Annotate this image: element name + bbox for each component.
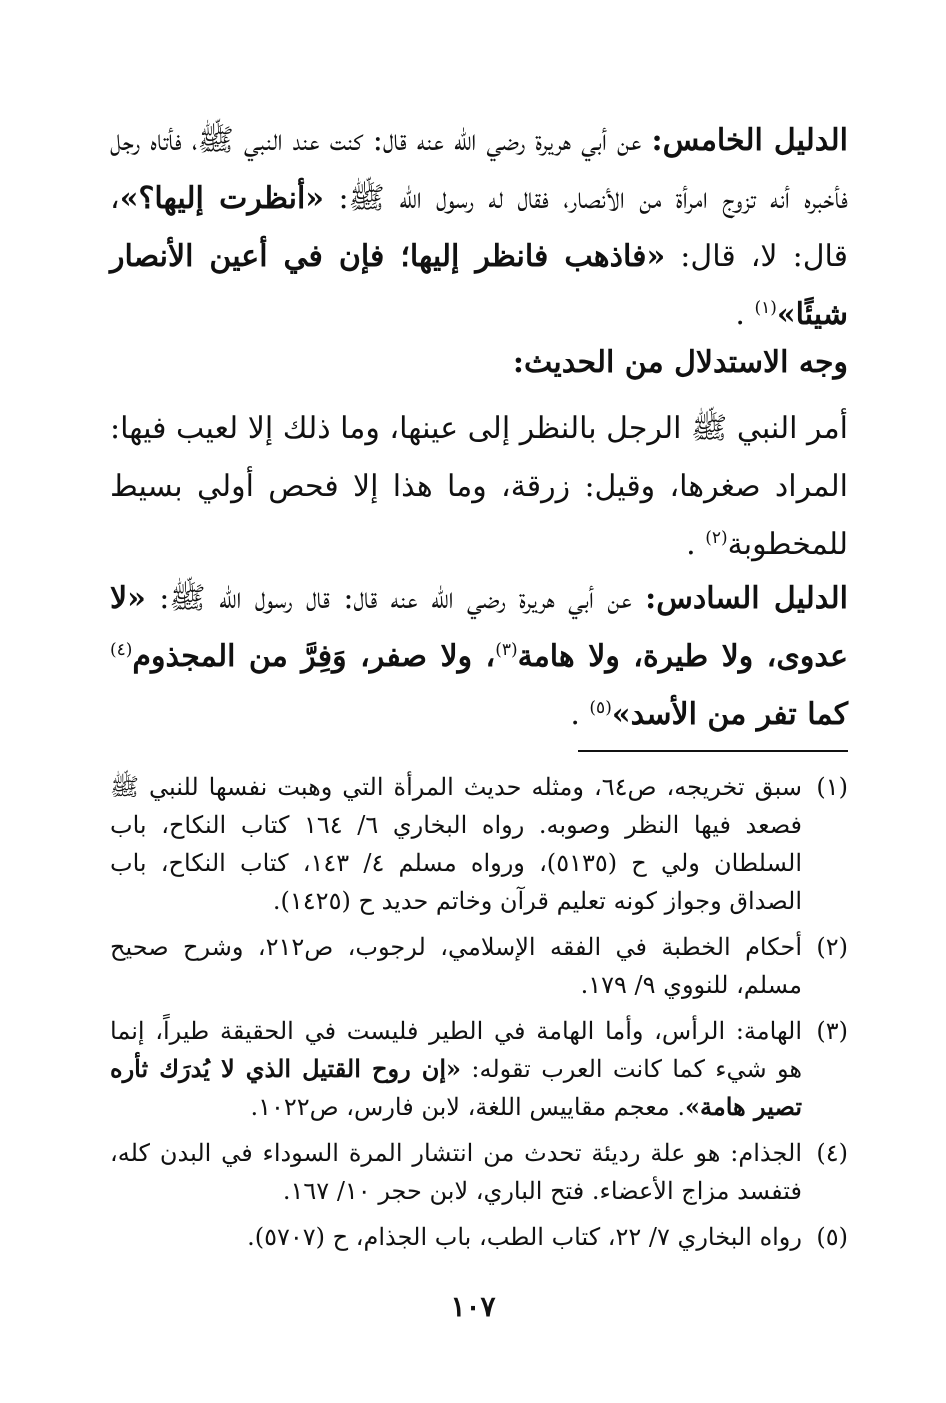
footnote-number: (٥) — [816, 1223, 848, 1251]
footnote-number: (٢) — [816, 933, 848, 961]
footnote-3 — [110, 1012, 848, 1126]
footnote-text — [110, 1012, 802, 1126]
evidence-five-text: عن أبي هريرة رضي الله عنه قال: كنت عند النبي ﷺ، فأتاه رجل فأخبره أنه تزوج امرأة من الأنصار، فقال له رسول الله ﷺ: — [110, 123, 849, 216]
footnote-text: رواه البخاري ٧/ ٢٢، كتاب الطب، باب الجذام، ح (٥٧٠٧). — [247, 1223, 802, 1251]
footnote-text: الجذام: هو علة رديئة تحدث من انتشار المرة السوداء في البدن كله، فتفسد مزاج الأعضاء. فتح الباري، لابن حجر ١٠/ ١٦٧. — [110, 1139, 802, 1205]
footnote-number: (٤) — [816, 1139, 848, 1167]
footnote-divider — [578, 750, 848, 752]
inference-text: أمر النبي ﷺ الرجل بالنظر إلى عينها، وما ذلك إلا لعيب فيها: المراد صغرها، وقيل: زرقة، وما هذا إلا فحص أولي بسيط للمخطوبة — [110, 411, 848, 562]
footnotes — [110, 768, 848, 1264]
footnote-number: (١) — [816, 773, 848, 801]
footnote-ref-5: (٥) — [589, 698, 612, 718]
footnote-text: أحكام الخطبة في الفقه الإسلامي، لرجوب، ص٢١٢، وشرح صحيح مسلم، للنووي ٩/ ١٧٩. — [110, 933, 802, 999]
footnote-ref-3: (٣) — [495, 640, 518, 660]
footnote-bold-quote: «إن روح القتيل الذي لا يُدرَك ثأره تصير هامة» — [110, 1054, 802, 1121]
footnote-5 — [110, 1218, 848, 1256]
paragraph-end: . — [570, 697, 590, 732]
footnote-ref-4: (٤) — [110, 640, 133, 660]
evidence-five-label: الدليل الخامس: — [651, 123, 849, 158]
paragraph-end: . — [686, 527, 706, 562]
footnote-ref-1: (١) — [754, 298, 777, 318]
evidence-six-text: عن أبي هريرة رضي الله عنه قال: قال رسول الله ﷺ: — [145, 581, 646, 616]
paragraph-evidence-six — [110, 570, 848, 744]
paragraph-evidence-five — [110, 112, 848, 344]
footnote-text-part: الهامة: الرأس، وأما الهامة في الطير فليست في الحقيقة طيراً، إنما هو شيء كما كانت العرب تقوله: — [110, 1017, 803, 1083]
paragraph-end: . — [735, 297, 755, 332]
evidence-six-label: الدليل السادس: — [645, 581, 849, 616]
hadith-quote-question: «أنظرت إليها؟» — [119, 181, 325, 216]
section-heading: وجه الاستدلال من الحديث: — [512, 345, 848, 380]
footnote-1 — [110, 768, 848, 920]
hadith-quote-a: «لا عدوى، ولا طيرة، ولا هامة — [110, 581, 848, 674]
footnote-text: سبق تخريجه، ص٦٤، ومثله حديث المرأة التي وهبت نفسها للنبي ﷺ فصعد فيها النظر وصوبه. رواه البخاري ٦/ ١٦٤ كتاب النكاح، باب السلطان ولي ح (٥١٣٥)، ورواه مسلم ٤/ ١٤٣، كتاب النكاح، باب الصداق وجواز كونه تعليم قرآن وخاتم حديد ح (١٤٢٥). — [110, 773, 803, 915]
footnote-2 — [110, 928, 848, 1004]
footnote-ref-2: (٢) — [705, 528, 728, 548]
footnote-number: (٣) — [816, 1017, 848, 1045]
hadith-quote-c: كما تفر من الأسد» — [611, 697, 848, 732]
hadith-quote-answer: «فاذهب فانظر إليها؛ فإن في أعين الأنصار شيئًا» — [110, 239, 848, 332]
hadith-quote-b: ، ولا صفر، وَفِرَّ من المجذوم — [132, 639, 496, 674]
evidence-five-text-2: ، قال: لا، قال: — [110, 181, 849, 274]
footnote-4 — [110, 1134, 848, 1210]
paragraph-inference — [110, 400, 848, 574]
footnote-text-part: . معجم مقاييس اللغة، لابن فارس، ص١٠٢٢. — [250, 1093, 685, 1121]
page-number: ١٠٧ — [450, 1290, 496, 1323]
